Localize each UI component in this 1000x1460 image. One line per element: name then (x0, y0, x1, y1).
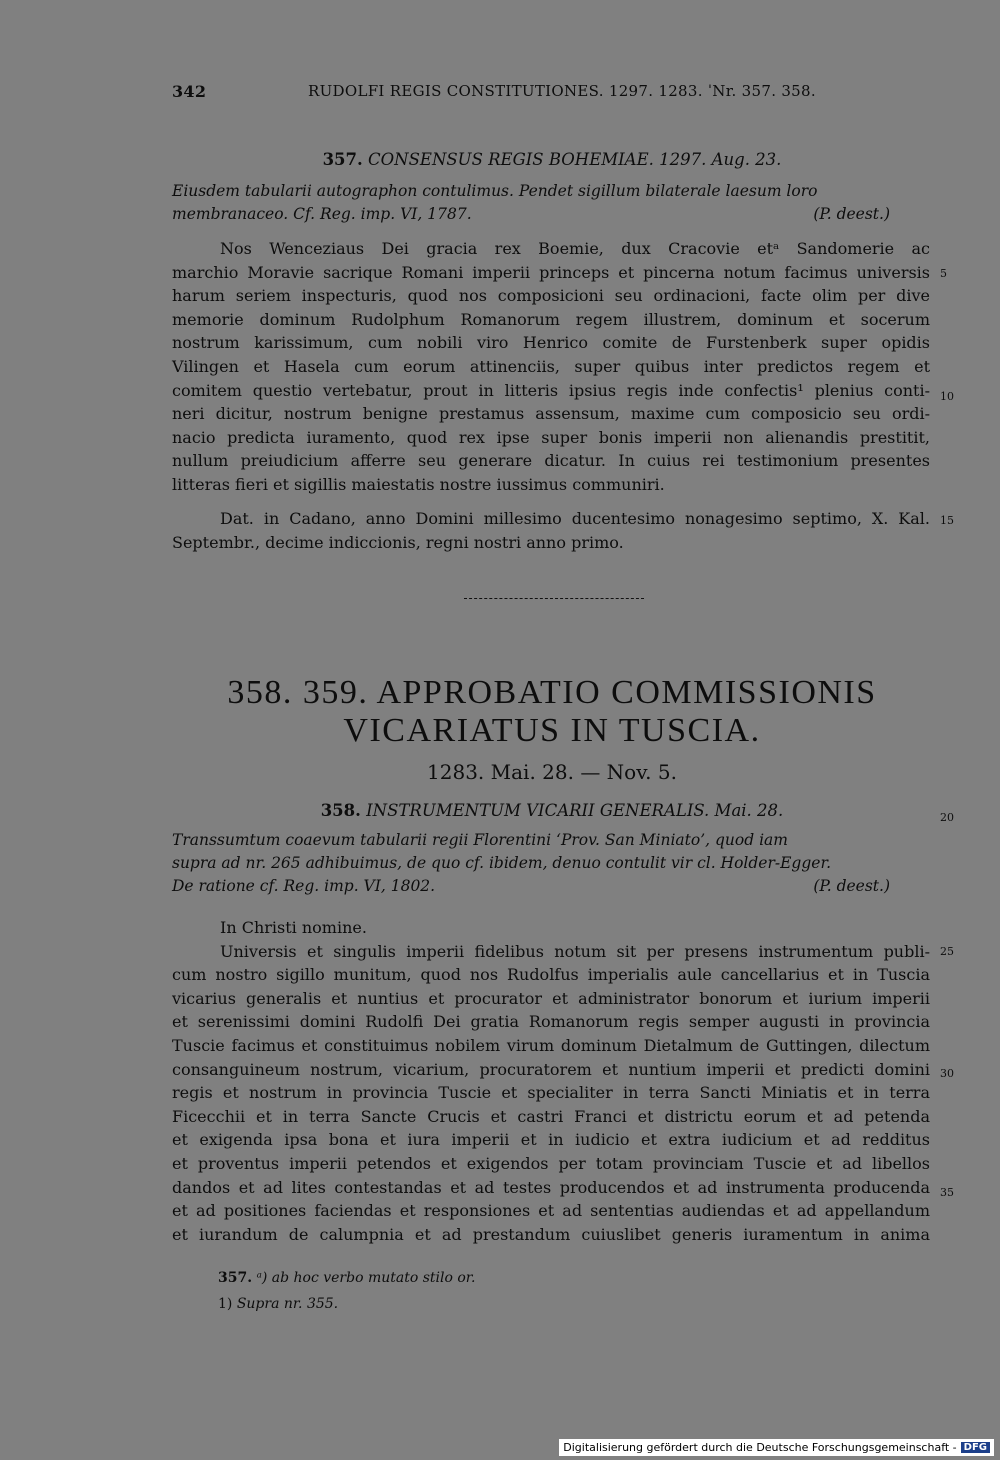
doc-358-title (172, 801, 932, 820)
text-line: Dat. in Cadano, anno Domini millesimo ducentesimo nonagesimo septimo, X. Kal. (220, 509, 930, 528)
opening-formula: In Christi nomine. (220, 918, 367, 937)
footnote-ref: 357. (218, 1270, 253, 1286)
source-line: Eiusdem tabularii autographon contulimus. Pendet sigillum bilaterale laesum loro (172, 182, 818, 200)
text-line: Vilingen et Hasela cum eorum attinenciis, super quibus inter predictos regem et (172, 356, 930, 376)
text-line: Universis et singulis imperii fidelibus notum sit per presens instrumentum publi- (220, 941, 930, 961)
doc-357-heading: CONSENSUS REGIS BOHEMIAE. 1297. Aug. 23. (368, 150, 782, 169)
line-number: 15 (940, 514, 954, 527)
line-number: 10 (940, 390, 954, 403)
text-line: harum seriem inspecturis, quod nos composicioni seu ordinacioni, facte olim per dive (172, 286, 930, 306)
text-line: et proventus imperii petendos et exigendos per totam provinciam Tuscie et ad libellos (172, 1153, 930, 1173)
line-number: 5 (940, 267, 947, 280)
source-line: De ratione cf. Reg. imp. VI, 1802. (P. deest.) (172, 875, 930, 898)
source-line: membranaceo. Cf. Reg. imp. VI, 1787. (P. deest.) (172, 203, 930, 226)
text-line: nostrum karissimum, cum nobili viro Henrico comite de Furstenberk super opidis (172, 333, 930, 353)
text-line: et exigenda ipsa bona et iura imperii et in iudicio et extra iudicium et ad redditus (172, 1130, 930, 1150)
doc-357-dating (172, 507, 930, 554)
doc-358-text (172, 916, 930, 1246)
doc-357-text (172, 237, 930, 497)
text-line: regis et nostrum in provincia Tuscie et specialiter in terra Sancti Miniatis et in terra (172, 1083, 930, 1103)
text-line: comitem questio vertebatur, prout in litteris ipsius regis inde confectis¹ plenius conti- (172, 380, 930, 400)
footnote-text: Supra nr. 355. (236, 1296, 339, 1312)
text-line: et ad positiones faciendas et responsiones et ad sententias audiendas et ad appellandum (172, 1201, 930, 1221)
running-title: RUDOLFI REGIS CONSTITUTIONES. 1297. 1283. ˈNr. 357. 358. (308, 82, 816, 100)
text-line: consanguineum nostrum, vicarium, procuratorem et nuntium imperii et predicti domini (172, 1059, 930, 1079)
text-line: memorie dominum Rudolphum Romanorum regem illustrem, dominum et socerum (172, 309, 930, 329)
section-title-line: 358. 359. APPROBATIO COMMISSIONIS (227, 674, 877, 711)
doc-357-number: 357. (322, 150, 363, 169)
doc-358-heading: INSTRUMENTUM VICARII GENERALIS. Mai. 28. (366, 801, 784, 820)
deest-note: (P. deest.) (813, 205, 890, 223)
text-line: neri dicitur, nostrum benigne prestamus assensum, maxime cum composicio seu ordi- (172, 404, 930, 424)
page-number: 342 (172, 82, 207, 101)
line-number: 20 (940, 811, 954, 824)
text-line: nacio predicta iuramento, quod rex ipse super bonis imperii non alienandis prestitit, (172, 427, 930, 447)
text-line: Tuscie facimus et constituimus nobilem virum dominum Dietalmum de Guttingen, dilectum (172, 1035, 930, 1055)
footnote-a (218, 1270, 475, 1286)
doc-358-source-note (172, 829, 930, 898)
footnote-text: ab hoc verbo mutato stilo or. (271, 1270, 476, 1286)
section-title (172, 674, 932, 750)
doc-357-source-note (172, 180, 930, 226)
text-line: marchio Moravie sacrique Romani imperii princeps et pincerna notum facimus universis (172, 262, 930, 282)
text-line: cum nostro sigillo munitum, quod nos Rudolfus imperialis aule cancellarius et in Tuscia (172, 965, 930, 985)
text-line: vicarius generalis et nuntius et procurator et administrator bonorum et iurium imperii (172, 988, 930, 1008)
section-title-line: VICARIATUS IN TUSCIA. (343, 712, 761, 749)
digitization-credit (559, 1439, 994, 1456)
dfg-logo: DFG (961, 1442, 990, 1453)
section-date: 1283. Mai. 28. — Nov. 5. (427, 760, 677, 784)
running-header (172, 82, 932, 106)
line-number: 30 (940, 1067, 954, 1080)
text-line: Ficecchii et in terra Sancte Crucis et castri Franci et districtu eorum et ad petenda (172, 1106, 930, 1126)
source-line: Transsumtum coaevum tabularii regii Florentini ‘Prov. San Miniato’, quod iam (172, 831, 788, 849)
text-line: litteras fieri et sigillis maiestatis nostre iussimus communiri. (172, 474, 665, 494)
text-line: Nos Wenceziaus Dei gracia rex Boemie, dux Cracovie etᵃ Sandomerie ac (220, 239, 930, 258)
text-line: et iurandum de calumpnia et ad prestandum cuiuslibet generis iuramentum in anima (172, 1224, 930, 1244)
footnote-mark: 1) (218, 1296, 233, 1312)
line-number: 25 (940, 945, 954, 958)
footnote-mark: ᵃ) (256, 1270, 268, 1286)
text-line: nullum preiudicium afferre seu generare dicatur. In cuius rei testimonium presentes (172, 451, 930, 471)
deest-note: (P. deest.) (813, 877, 890, 895)
digitization-text: Digitalisierung gefördert durch die Deutsche Forschungsgemeinschaft - (563, 1441, 957, 1454)
section-divider (464, 598, 644, 599)
source-line: supra ad nr. 265 adhibuimus, de quo cf. ibidem, denuo contulit vir cl. Holder-Egger. (172, 854, 832, 872)
line-number: 35 (940, 1186, 954, 1199)
footnote-1 (218, 1296, 338, 1312)
text-line: Septembr., decime indiccionis, regni nostri anno primo. (172, 532, 624, 552)
text-line: et serenissimi domini Rudolfi Dei gratia Romanorum regis semper augusti in provincia (172, 1012, 930, 1032)
doc-357-title (172, 150, 932, 169)
text-line: dandos et ad lites contestandas et ad testes producendos et ad instrumenta producenda (172, 1177, 930, 1197)
doc-358-number: 358. (320, 801, 361, 820)
